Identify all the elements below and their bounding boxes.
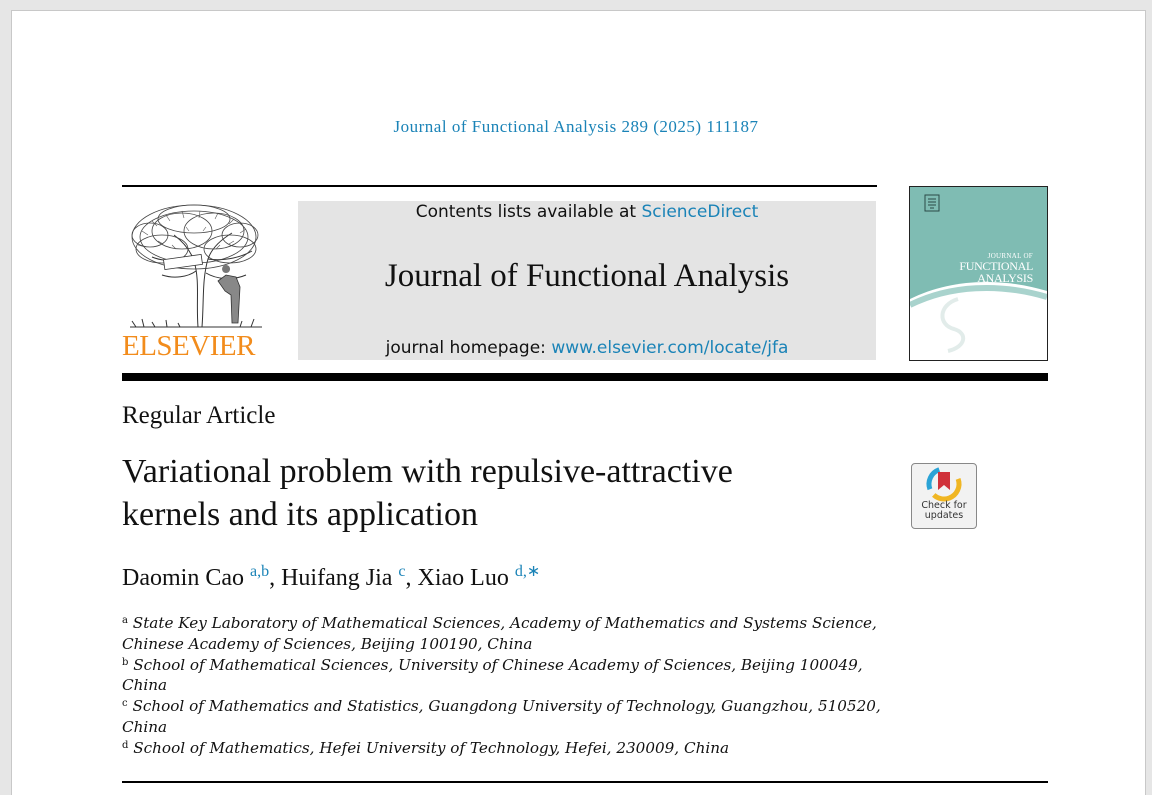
author-separator: , (269, 565, 282, 591)
affiliation-mark: a (122, 615, 128, 626)
journal-name: Journal of Functional Analysis (384, 258, 790, 294)
check-updates-label: Check for updates (921, 500, 967, 521)
affiliation-item (122, 655, 882, 697)
affiliation-item (122, 738, 882, 759)
header-rule-top (122, 185, 877, 187)
affiliation-text: School of Mathematics, Hefei University of Technology, Hefei, 230009, China (133, 738, 730, 757)
elsevier-tree-icon (122, 201, 267, 329)
author-separator: , (405, 565, 418, 591)
affiliation-text: School of Mathematics and Statistics, Guangdong University of Technology, Guangzhou, 510520, China (122, 697, 881, 736)
homepage-line (298, 338, 876, 358)
cover-line2: FUNCTIONAL (959, 259, 1033, 273)
article-title: Variational problem with repulsive-attractive kernels and its application (122, 453, 733, 533)
cover-line3: ANALYSIS (977, 271, 1033, 285)
author-name[interactable]: Xiao Luo (417, 565, 509, 591)
affiliation-mark: d (122, 739, 129, 751)
author-name[interactable]: Daomin Cao (122, 565, 244, 591)
header-rule-bottom (122, 781, 1048, 783)
homepage-link[interactable]: www.elsevier.com/locate/jfa (551, 338, 789, 358)
check-for-updates-button[interactable] (911, 463, 977, 529)
journal-cover[interactable] (909, 186, 1048, 361)
journal-citation[interactable]: Journal of Functional Analysis 289 (2025) 111187 (393, 117, 759, 136)
journal-banner (298, 201, 876, 360)
elsevier-wordmark: ELSEVIER (122, 330, 255, 362)
cover-title (959, 253, 1033, 284)
affiliation-text: State Key Laboratory of Mathematical Sciences, Academy of Mathematics and Systems Science, Chinese Academy of Sciences, Beijing 100190, China (122, 614, 877, 653)
contents-prefix: Contents lists available at (415, 202, 642, 222)
author-marks[interactable]: c (398, 563, 406, 580)
homepage-prefix: journal homepage: (385, 338, 552, 358)
check-updates-icon (912, 464, 976, 504)
affiliation-item (122, 613, 882, 655)
elsevier-logo (122, 201, 267, 361)
author-list (122, 565, 540, 592)
contents-line (298, 202, 876, 222)
affiliation-mark: c (122, 698, 128, 710)
article-type: Regular Article (122, 402, 276, 429)
affiliation-item (122, 696, 882, 738)
author-marks[interactable]: a,b (249, 563, 270, 580)
author-name[interactable]: Huifang Jia (281, 565, 393, 591)
author-marks[interactable]: d,∗ (514, 563, 541, 580)
affiliation-list (122, 613, 882, 759)
header-rule-thick (122, 373, 1048, 381)
affiliation-mark: b (122, 656, 129, 668)
sciencedirect-link[interactable]: ScienceDirect (641, 202, 759, 222)
affiliation-text: School of Mathematical Sciences, University of Chinese Academy of Sciences, Beijing 100049, China (122, 655, 863, 695)
cover-line1: JOURNAL OF (987, 252, 1033, 260)
